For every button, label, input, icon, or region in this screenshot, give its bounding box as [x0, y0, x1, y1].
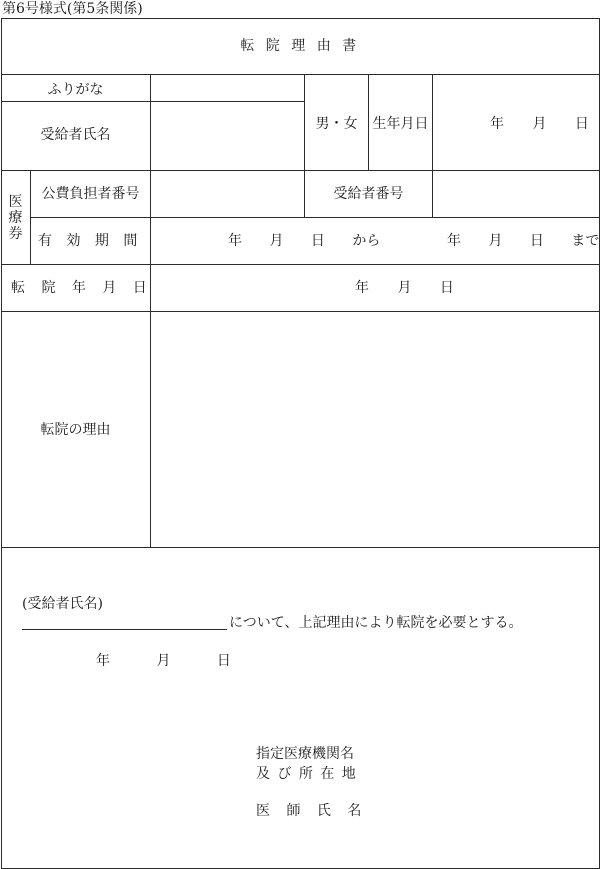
validity-from-field[interactable]: 年 月 日 から: [228, 233, 381, 249]
validity-label: 有 効 期 間: [38, 233, 138, 249]
rule-birthdate-right: [432, 74, 433, 217]
public-payer-field[interactable]: [152, 172, 302, 216]
transfer-reason-label: 転院の理由: [40, 422, 111, 438]
form-title: 転 院 理 由 書: [240, 38, 360, 54]
statement-date-field[interactable]: 年 月 日: [96, 653, 231, 669]
public-payer-label: 公費負担者番号: [41, 186, 140, 202]
furigana-field[interactable]: [152, 76, 302, 100]
doctor-name-label: 医 師 氏 名: [256, 803, 362, 819]
transfer-date-label: 転 院 年 月 日: [11, 280, 147, 296]
institution-address-label: 及 び 所 在 地: [256, 766, 356, 782]
gender-selector[interactable]: 男・女: [315, 116, 358, 132]
institution-label: 指定医療機関名: [256, 746, 354, 762]
rule-name-bottom: [1, 170, 599, 171]
statement-name-field[interactable]: [22, 609, 227, 629]
recipient-number-field[interactable]: [434, 172, 597, 216]
statement-text: について、上記理由により転院を必要とする。: [229, 615, 523, 631]
rule-payer-bottom: [30, 217, 599, 218]
rule-title-bottom: [1, 74, 599, 75]
statement-name-label: (受給者氏名): [22, 596, 103, 612]
transfer-reason-field[interactable]: [152, 313, 597, 545]
birthdate-label: 生年月日: [372, 116, 429, 132]
rule-validity-bottom: [1, 264, 599, 265]
rule-label-column: [150, 74, 151, 547]
statement-name-underline: [22, 629, 227, 630]
medical-ticket-char-3: 券: [8, 226, 23, 242]
validity-to-field[interactable]: 年 月 日 まで: [447, 233, 600, 249]
recipient-number-label: 受給者番号: [333, 186, 404, 202]
form-style-number: 第6号様式(第5条関係): [2, 1, 143, 17]
transfer-date-field[interactable]: 年 月 日: [355, 280, 454, 296]
rule-transfer-date-bottom: [1, 311, 599, 312]
rule-reason-bottom: [1, 547, 599, 548]
furigana-label: ふりがな: [47, 82, 104, 98]
birthdate-field[interactable]: 年 月 日: [490, 116, 589, 132]
recipient-name-field[interactable]: [152, 103, 302, 168]
recipient-name-label: 受給者氏名: [40, 127, 111, 143]
medical-ticket-char-1: 医: [8, 194, 23, 210]
rule-ticket-column: [30, 170, 31, 264]
rule-furigana-bottom: [1, 101, 304, 102]
medical-ticket-char-2: 療: [8, 210, 23, 226]
